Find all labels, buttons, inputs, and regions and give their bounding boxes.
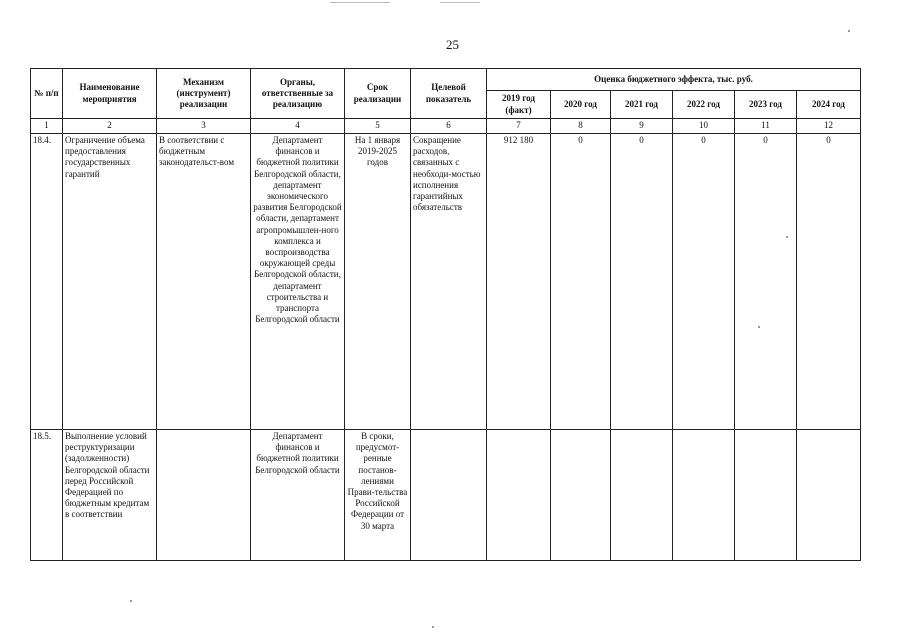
column-number: 4 xyxy=(251,119,345,134)
mechanism-cell xyxy=(157,430,251,561)
responsible-organs: Департамент финансов и бюджетной политики Белгородской области, департамент экономического развития Белгородской области, департамент агропромышлен-ного комплекса и воспроизводства окружающей среды Белгородской области, департамент строительства и транспорта Белгородской области xyxy=(251,134,345,430)
header-indicator: Целевой показатель xyxy=(411,69,487,119)
header-num: № п/п xyxy=(31,69,63,119)
header-year-2020: 2020 год xyxy=(551,91,611,119)
target-indicator: Сокращение расходов, связанных с необходи-мостью исполнения гарантийных обязательств xyxy=(411,134,487,430)
table-row xyxy=(31,430,861,561)
value-2024 xyxy=(797,430,861,561)
column-number: 5 xyxy=(345,119,411,134)
mechanism-cell: В соответствии с бюджетным законодательст-вом xyxy=(157,134,251,430)
scan-speck xyxy=(758,326,760,328)
value-2021: 0 xyxy=(611,134,673,430)
table-row xyxy=(31,134,861,430)
value-2021 xyxy=(611,430,673,561)
header-year-2021: 2021 год xyxy=(611,91,673,119)
header-name: Наименование мероприятия xyxy=(63,69,157,119)
header-budget-effect: Оценка бюджетного эффекта, тыс. руб. xyxy=(487,69,861,91)
scan-speck xyxy=(130,600,132,602)
column-number: 3 xyxy=(157,119,251,134)
value-2024: 0 xyxy=(797,134,861,430)
column-number: 11 xyxy=(735,119,797,134)
scan-speck xyxy=(848,30,850,32)
column-number: 12 xyxy=(797,119,861,134)
column-number-row xyxy=(31,119,861,134)
header-year-2019: 2019 год (факт) xyxy=(487,91,551,119)
column-number: 1 xyxy=(31,119,63,134)
scan-speck xyxy=(432,626,434,628)
header-term: Срок реализации xyxy=(345,69,411,119)
value-2022 xyxy=(673,430,735,561)
row-number: 18.4. xyxy=(31,134,63,430)
scan-edge xyxy=(440,2,480,3)
budget-effect-table xyxy=(30,68,861,561)
header-organs: Органы, ответственные за реализацию xyxy=(251,69,345,119)
value-2020 xyxy=(551,430,611,561)
column-number: 10 xyxy=(673,119,735,134)
column-number: 6 xyxy=(411,119,487,134)
value-2019: 912 180 xyxy=(487,134,551,430)
value-2023: 0 xyxy=(735,134,797,430)
implementation-term: На 1 января 2019-2025 годов xyxy=(345,134,411,430)
value-2019 xyxy=(487,430,551,561)
implementation-term: В сроки, предусмот-ренные постанов-лениями Прави-тельства Российской Федерации от 30 марта xyxy=(345,430,411,561)
header-year-2023: 2023 год xyxy=(735,91,797,119)
column-number: 2 xyxy=(63,119,157,134)
scan-edge xyxy=(330,2,390,3)
value-2020: 0 xyxy=(551,134,611,430)
responsible-organs: Департамент финансов и бюджетной политики Белгородской области xyxy=(251,430,345,561)
header-year-2022: 2022 год xyxy=(673,91,735,119)
value-2022: 0 xyxy=(673,134,735,430)
value-2023 xyxy=(735,430,797,561)
page-number: 25 xyxy=(446,37,459,52)
target-indicator xyxy=(411,430,487,561)
column-number: 9 xyxy=(611,119,673,134)
measure-name: Выполнение условий реструктуризации (задолженности) Белгородской области перед Российской Федерацией по бюджетным кредитам в соответствии xyxy=(63,430,157,561)
column-number: 8 xyxy=(551,119,611,134)
scan-speck xyxy=(786,236,788,238)
measure-name: Ограничение объема предоставления государственных гарантий xyxy=(63,134,157,430)
header-mechanism: Механизм (инструмент) реализации xyxy=(157,69,251,119)
row-number: 18.5. xyxy=(31,430,63,561)
header-year-2024: 2024 год xyxy=(797,91,861,119)
column-number: 7 xyxy=(487,119,551,134)
